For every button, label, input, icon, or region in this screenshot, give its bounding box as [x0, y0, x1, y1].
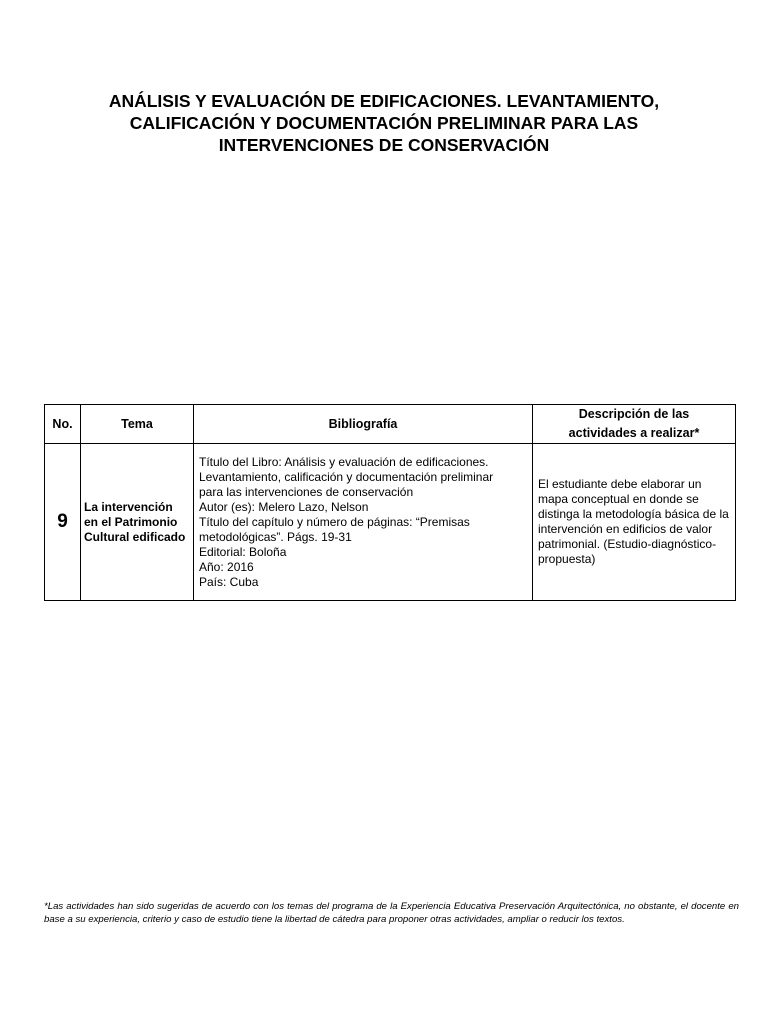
cell-descripcion: El estudiante debe elaborar un mapa conceptual en donde se distinga la metodología básica de la intervención en edificios de valor patrimonial. (Estudio-diagnóstico-propuesta): [533, 444, 736, 601]
cell-tema: La intervención en el Patrimonio Cultural edificado: [81, 444, 194, 601]
table-row: [45, 444, 736, 601]
bib-line: Autor (es): Melero Lazo, Nelson: [199, 499, 369, 514]
header-descripcion-line-2: actividades a realizar*: [568, 426, 700, 440]
title-line-1: ANÁLISIS Y EVALUACIÓN DE EDIFICACIONES. LEVANTAMIENTO,: [108, 91, 660, 111]
bib-line: metodológicas”. Págs. 19-31: [199, 529, 352, 544]
bib-line: Título del Libro: Análisis y evaluación de edificaciones.: [199, 454, 489, 469]
header-descripcion: [533, 405, 736, 444]
header-tema: Tema: [81, 405, 194, 444]
bib-line: para las intervenciones de conservación: [199, 484, 414, 499]
bib-line: Año: 2016: [199, 559, 254, 574]
bib-line: Editorial: Boloña: [199, 544, 287, 559]
bib-line: Levantamiento, calificación y documentación preliminar: [199, 469, 494, 484]
table-header-row: [45, 405, 736, 444]
header-bibliografia: Bibliografía: [194, 405, 533, 444]
header-descripcion-line-1: Descripción de las: [578, 407, 690, 421]
cell-no: 9: [45, 444, 81, 601]
footnote: *Las actividades han sido sugeridas de acuerdo con los temas del programa de la Experiencia Educativa Preservación Arquitectónica, no obstante, el docente en base a su experiencia, criterio y caso de estudio tiene la libertad de cátedra para proponer otras actividades, ampliar o reducir los textos.: [44, 901, 739, 925]
title-line-2: CALIFICACIÓN Y DOCUMENTACIÓN PRELIMINAR PARA LAS: [129, 113, 639, 133]
bib-line: Título del capítulo y número de páginas: “Premisas: [199, 514, 470, 529]
title-line-3: INTERVENCIONES DE CONSERVACIÓN: [218, 135, 550, 155]
cell-bibliografia: [194, 444, 533, 601]
header-no: No.: [45, 405, 81, 444]
document-title: [40, 90, 728, 156]
activities-table: [44, 404, 736, 601]
bib-line: País: Cuba: [199, 574, 259, 589]
